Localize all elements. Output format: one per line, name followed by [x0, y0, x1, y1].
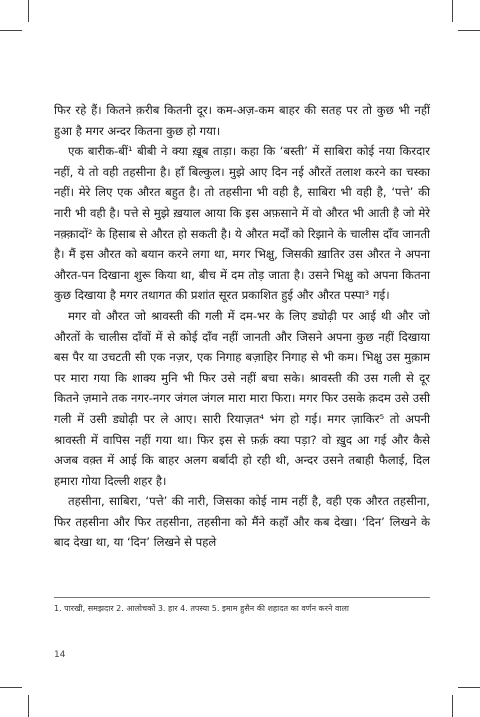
- crop-mark-top-left-horizontal: [0, 30, 22, 31]
- crop-mark-top-right-horizontal: [458, 30, 480, 31]
- footnotes: 1. पारखी, समझदार 2. आलोचकों 3. हार 4. तपस्या 5. इमाम हुसैन की शहादत का वर्णन करने वाला: [54, 604, 349, 613]
- page-number: 14: [54, 650, 66, 660]
- crop-mark-top-left-vertical: [28, 0, 29, 22]
- paragraph-1: फिर रहे हैं। कितने क़रीब कितनी दूर। कम-अज़-कम बाहर की सतह पर तो कुछ भी नहीं हुआ है मगर अन्दर कितना कुछ हो गया।: [54, 103, 430, 138]
- body-text: [54, 100, 430, 553]
- crop-mark-top-right-vertical: [452, 0, 453, 22]
- crop-mark-bottom-right-horizontal: [458, 687, 480, 688]
- crop-mark-bottom-left-horizontal: [0, 687, 22, 688]
- paragraph-3: मगर वो औरत जो श्रावस्ती की गली में दम-भर के लिए ड्योढ़ी पर आई थी और जो औरतों के चालीस दाँवों में से कोई दाँव नहीं जानती और जिसने अपना कुछ नहीं दिखाया बस पैर या उचटती सी एक नज़र, एक निगाह बज़ाहिर निगाह से भी कम। भिक्षु उस मुक़ाम पर मारा गया कि शाक्य मुनि भी फिर उसे नहीं बचा सके। श्रावस्ती की उस गली से दूर कितने ज़माने तक नगर-नगर जंगल जंगल मारा मारा फिरा। मगर फिर उसके क़दम उसे उसी गली में उसी ड्योढ़ी पर ले आए। सारी रियाज़त⁴ भंग हो गई। मगर ज़ाकिर⁵ तो अपनी श्रावस्ती में वापिस नहीं गया था। फिर इस से फ़र्क़ क्या पड़ा? वो ख़ुद आ गई और कैसे अजब वक़्त में आई कि बाहर अलग बर्बादी हो रही थी, अन्दर उसने तबाही फैलाई, दिल हमारा गोया दिल्ली शहर है।: [54, 308, 430, 488]
- paragraph-4: तहसीना, साबिरा, ‘पत्ते’ की नारी, जिसका कोई नाम नहीं है, वही एक औरत तहसीना, फिर तहसीना और फिर तहसीना, तहसीना को मैंने कहाँ और कब देखा। ‘दिन’ लिखने के बाद देखा था, या ‘दिन’ लिखने से पहले: [54, 494, 430, 550]
- footnote-divider: [54, 597, 430, 598]
- crop-mark-bottom-right-vertical: [452, 695, 453, 717]
- paragraph-2: एक बारीक-बीं¹ बीबी ने क्या ख़ूब ताड़ा। कहा कि ‘बस्ती’ में साबिरा कोई नया किरदार नहीं, ये तो वही तहसीना है। हाँ बिल्कुल। मुझे आए दिन नई औरतें तलाश करने का चस्का नहीं। मेरे लिए एक औरत बहुत है। तो तहसीना भी वही है, साबिरा भी वही है, ‘पत्ते’ की नारी भी वही है। पत्ते से मुझे ख़याल आया कि इस अफ़साने में वो औरत भी आती है जो मेरे नक़्क़ादों² के हिसाब से औरत हो सकती है। ये औरत मर्दों को रिझाने के चालीस दाँव जानती है। मैं इस औरत को बयान करने लगा था, मगर भिक्षु, जिसकी ख़ातिर उस औरत ने अपना औरत-पन दिखाना शुरू किया था, बीच में दम तोड़ जाता है। उसने भिक्षु को अपना कितना कुछ दिखाया है मगर तथागत की प्रशांत सूरत प्रकाशित हुई और औरत पस्पा³ गई।: [54, 144, 430, 303]
- crop-mark-bottom-left-vertical: [28, 695, 29, 717]
